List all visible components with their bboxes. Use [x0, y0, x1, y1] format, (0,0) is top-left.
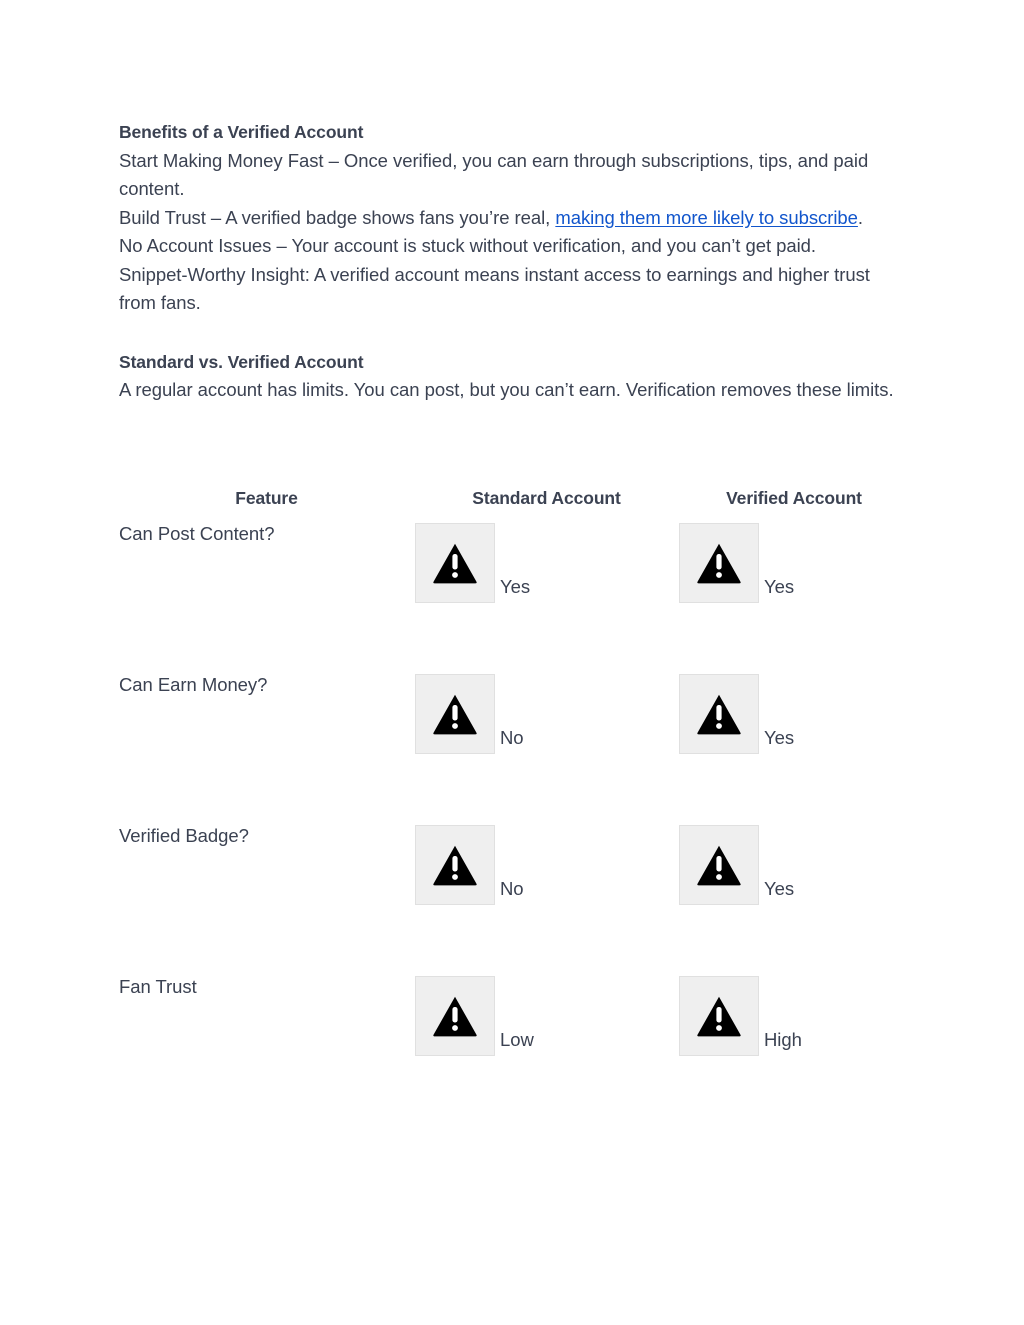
comparison-table: [119, 488, 909, 1127]
benefits-paragraph-snippet-insight: Snippet-Worthy Insight: A verified account means instant access to earnings and higher trust from fans.: [119, 263, 870, 313]
standard-value-cell: [414, 523, 679, 674]
table-row: [119, 976, 909, 1127]
verified-value-cell: [679, 825, 909, 976]
broken-image-warning-icon: [415, 674, 495, 754]
feature-label: Fan Trust: [119, 976, 197, 997]
column-header-feature: Feature: [235, 488, 298, 508]
broken-image-warning-icon: [679, 825, 759, 905]
verified-value-text: High: [764, 1028, 802, 1050]
table-row: [119, 825, 909, 976]
column-header-standard-account: Standard Account: [472, 488, 621, 508]
article-body: [119, 118, 905, 405]
standard-value-text: No: [500, 726, 524, 748]
comparison-table-wrapper: [119, 488, 909, 1127]
verified-value-text: Yes: [764, 877, 795, 899]
broken-image-warning-icon: [679, 976, 759, 1056]
benefits-paragraph-money: Start Making Money Fast – Once verified, you can earn through subscriptions, tips, and paid content.: [119, 149, 869, 199]
table-row: [119, 523, 909, 674]
standard-value-text: Low: [500, 1028, 534, 1050]
build-trust-prefix-text: Build Trust – A verified badge shows fans you’re real,: [119, 206, 556, 228]
standard-vs-verified-heading: Standard vs. Verified Account: [119, 351, 364, 372]
verified-value-cell: [679, 976, 909, 1127]
table-header-row: [119, 488, 909, 523]
feature-label: Can Post Content?: [119, 523, 275, 544]
verified-value-cell: [679, 674, 909, 825]
standard-value-cell: [414, 976, 679, 1127]
build-trust-suffix-text: .: [857, 206, 863, 228]
broken-image-warning-icon: [415, 523, 495, 603]
table-header-row-group: [119, 488, 909, 523]
section-spacer: [119, 318, 905, 348]
standard-value-text: Yes: [500, 575, 531, 597]
standard-value-cell: [414, 674, 679, 825]
benefits-heading: Benefits of a Verified Account: [119, 122, 364, 142]
feature-label: Verified Badge?: [119, 825, 249, 846]
subscribe-link[interactable]: making them more likely to subscribe: [555, 206, 858, 228]
broken-image-warning-icon: [679, 674, 759, 754]
broken-image-warning-icon: [415, 976, 495, 1056]
standard-vs-verified-paragraph: A regular account has limits. You can post, but you can’t earn. Verification removes these limits.: [119, 379, 894, 400]
broken-image-warning-icon: [679, 523, 759, 603]
table-row: [119, 674, 909, 825]
verified-value-text: Yes: [764, 575, 795, 597]
column-header-verified-account: Verified Account: [726, 488, 862, 508]
standard-value-text: No: [500, 877, 524, 899]
verified-value-cell: [679, 523, 909, 674]
verified-value-text: Yes: [764, 726, 795, 748]
benefits-paragraph-account-issues: No Account Issues – Your account is stuck without verification, and you can’t get paid.: [119, 235, 817, 256]
table-body: [119, 523, 909, 1127]
benefits-paragraph-trust: [119, 204, 905, 233]
standard-value-cell: [414, 825, 679, 976]
broken-image-warning-icon: [415, 825, 495, 905]
feature-label: Can Earn Money?: [119, 674, 268, 695]
